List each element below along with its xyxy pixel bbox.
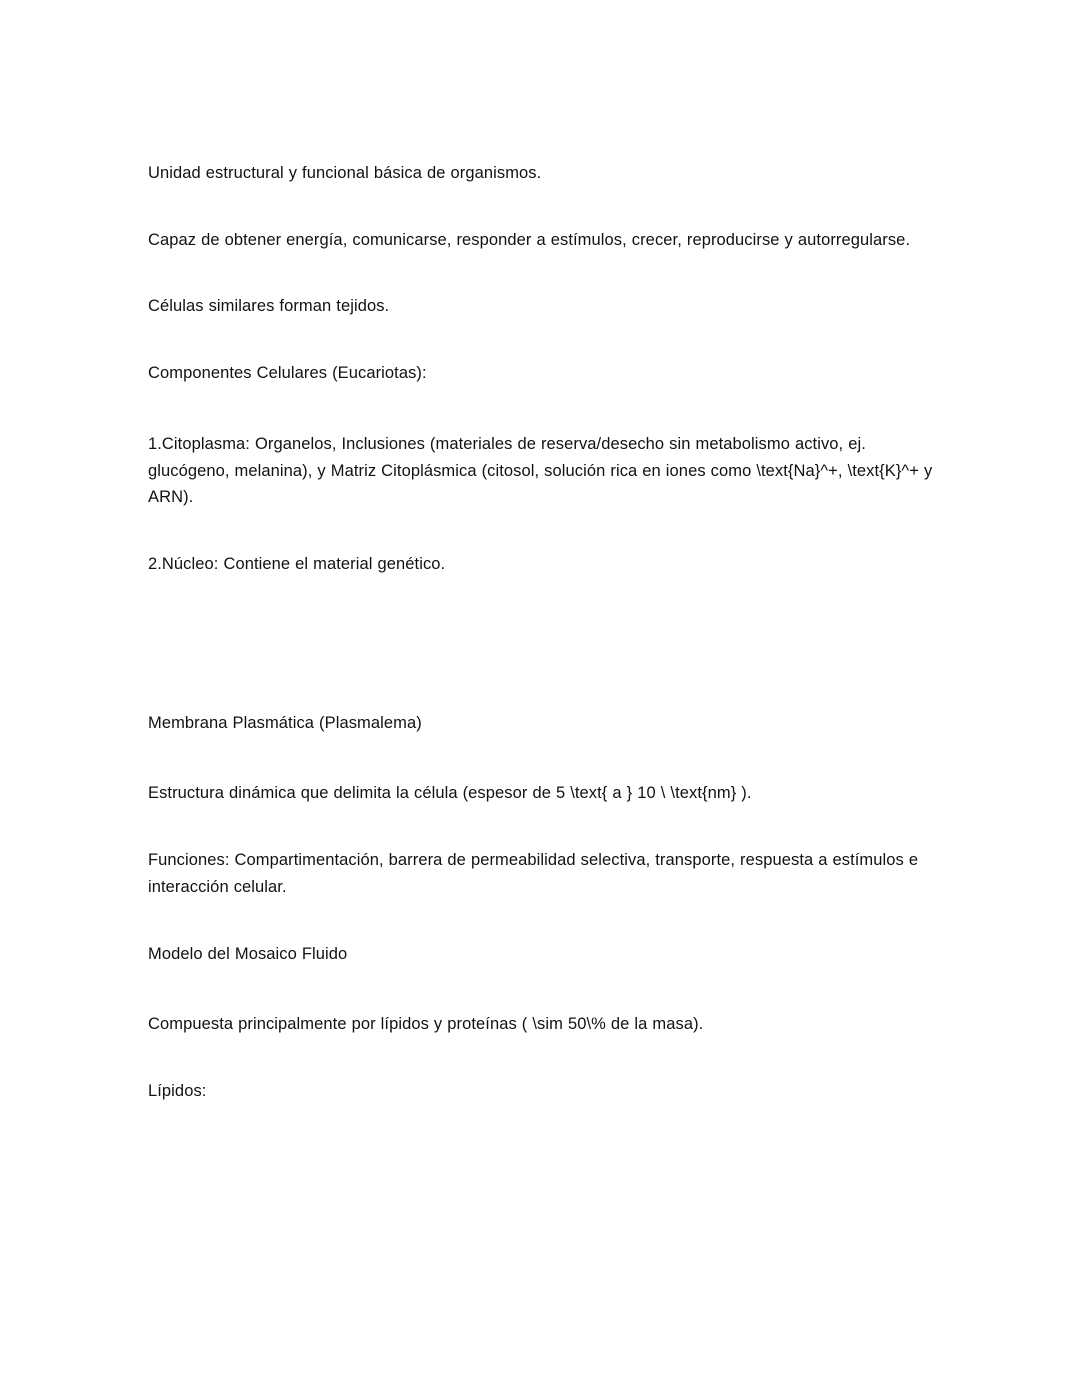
paragraph-nucleo: 2.Núcleo: Contiene el material genético. <box>148 555 446 574</box>
paragraph-estructura-dinamica: Estructura dinámica que delimita la célula (espesor de 5 \text{ a } 10 \ \text{nm} ). <box>148 784 752 803</box>
paragraph-definicion-celula: Unidad estructural y funcional básica de organismos. <box>148 164 542 182</box>
heading-lipidos: Lípidos: <box>148 1082 207 1101</box>
heading-membrana-plasmatica: Membrana Plasmática (Plasmalema) <box>148 713 422 732</box>
paragraph-capacidades-celula: Capaz de obtener energía, comunicarse, responder a estímulos, crecer, reproducirse y autorregularse. <box>148 230 911 249</box>
document-body <box>148 160 938 1105</box>
paragraph-funciones-membrana: Funciones: Compartimentación, barrera de permeabilidad selectiva, transporte, respuesta a estímulos e interacción celular. <box>148 851 919 896</box>
paragraph-tejidos: Células similares forman tejidos. <box>148 297 390 316</box>
heading-componentes-celulares: Componentes Celulares (Eucariotas): <box>148 364 427 383</box>
heading-modelo-mosaico-fluido: Modelo del Mosaico Fluido <box>148 944 348 963</box>
paragraph-composicion-membrana: Compuesta principalmente por lípidos y proteínas ( \sim 50\% de la masa). <box>148 1015 704 1034</box>
paragraph-citoplasma: 1.Citoplasma: Organelos, Inclusiones (materiales de reserva/desecho sin metabolismo activo, ej. glucógeno, melanina), y Matriz Citoplásmica (citosol, solución rica en iones como \text{Na}^+, \text{K}^+ y ARN). <box>148 434 933 507</box>
